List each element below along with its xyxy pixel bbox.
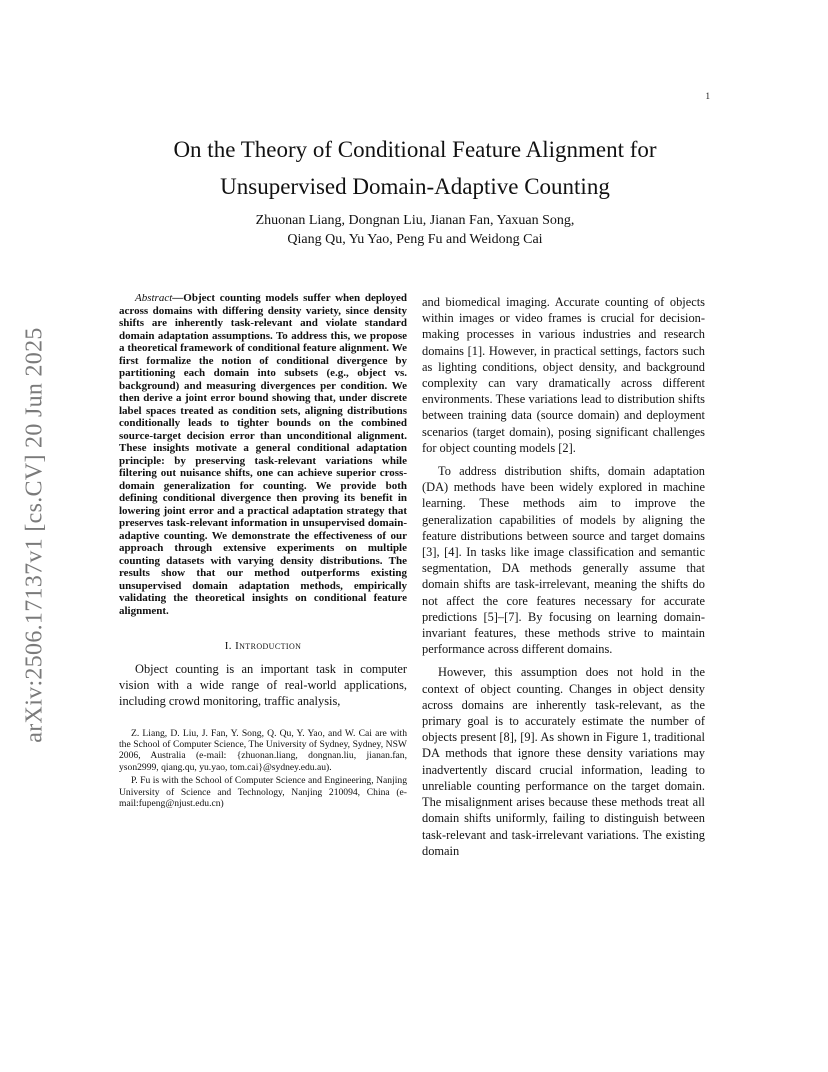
author-line: Zhuonan Liang, Dongnan Liu, Jianan Fan, Yaxuan Song, — [255, 213, 575, 228]
section-heading-introduction — [119, 640, 407, 652]
section-number: I. — [224, 640, 232, 652]
author-list — [150, 211, 680, 249]
abstract-dash: — — [172, 292, 184, 304]
body-paragraph: and biomedical imaging. Accurate counting of objects within images or video frames is crucial for decision-making processes in various industries and research domains [1]. However, in practical settings, factors such as lighting conditions, object density, and background complexity can vary dramatically across different environments. These variations lead to distribution shifts between training data (source domain) and deployment scenarios (target domain), posing significant challenges for object counting models [2]. — [422, 295, 705, 455]
footnote: P. Fu is with the School of Computer Science and Engineering, Nanjing University of Science and Technology, Nanjing 210094, China (e-mail:fupeng@njust.edu.cn) — [119, 775, 407, 810]
body-paragraph: To address distribution shifts, domain adaptation (DA) methods have been widely explored in machine learning. These methods aim to improve the generalization capabilities of models by aligning the feature distributions between source and target domains [3], [4]. In tasks like image classification and semantic segmentation, DA methods generally assume that domain shifts are task-irrelevant, meaning the shifts do not affect the core features necessary for accurate predictions [5]–[7]. By focusing on learning domain-invariant features, these methods strive to maintain performance across different domains. — [422, 464, 705, 657]
paper-title — [110, 131, 720, 205]
arxiv-identifier-stamp: arXiv:2506.17137v1 [cs.CV] 20 Jun 2025 — [21, 327, 48, 743]
abstract-label: Abstract — [135, 292, 173, 304]
paper-title-line: Unsupervised Domain-Adaptive Counting — [220, 174, 610, 199]
paper-title-line: On the Theory of Conditional Feature Alignment for — [173, 137, 657, 162]
section-title: Introduction — [235, 640, 302, 652]
body-paragraph: Object counting is an important task in computer vision with a wide range of real-world applications, including crowd monitoring, traffic analysis, — [119, 662, 407, 709]
abstract-text: Object counting models suffer when deployed across domains with differing density variety, since density shifts are inherently task-relevant and violate standard domain adaptation assumptions. To address this, we propose a theoretical framework of conditional feature alignment. We first formalize the notion of conditional divergence by partitioning each domain into subsets (e.g., object vs. background) and measuring divergences per condition. We then derive a joint error bound showing that, under discrete label spaces treated as condition sets, aligning distributions conditionally leads to tighter bounds on the combined source-target decision error than unconditional alignment. These insights motivate a general conditional adaptation principle: by preserving task-relevant variations while filtering out nuisance shifts, one can achieve superior cross-domain generalization for counting. We provide both defining conditional divergence then proving its benefit in lowering joint error and a practical adaptation strategy that preserves task-relevant information in unsupervised domain-adaptive counting. We demonstrate the effectiveness of our approach through extensive experiments on multiple counting datasets with varying density distributions. The results show that our method outperforms existing unsupervised domain adaptation methods, empirically validating the theoretical insights on conditional feature alignment. — [119, 292, 407, 617]
author-affiliation-footnotes — [119, 728, 407, 810]
footnote: Z. Liang, D. Liu, J. Fan, Y. Song, Q. Qu, Y. Yao, and W. Cai are with the School of Computer Science, The University of Sydney, Sydney, NSW 2006, Australia (e-mail: {zhuonan.liang, dongnan.liu, jianan.fan, yson2999, qiang.qu, yu.yao, tom.cai}@sydney.edu.au). — [119, 727, 407, 773]
body-paragraph: However, this assumption does not hold in the context of object counting. Changes in object density across domains are inherently task-relevant, as the primary goal is to accurately estimate the number of objects present [8], [9]. As shown in Figure 1, traditional DA methods that ignore these density variations may inadvertently discard crucial information, leading to unreliable counting performance on the target domain. The misalignment arises because these methods treat all domain shifts uniformly, failing to distinguish between task-relevant and task-irrelevant variations. The existing domain — [422, 665, 705, 858]
left-column — [119, 292, 407, 809]
abstract — [119, 292, 407, 617]
author-line: Qiang Qu, Yu Yao, Peng Fu and Weidong Cai — [287, 232, 543, 247]
page-number: 1 — [705, 91, 710, 101]
right-column — [422, 294, 705, 859]
